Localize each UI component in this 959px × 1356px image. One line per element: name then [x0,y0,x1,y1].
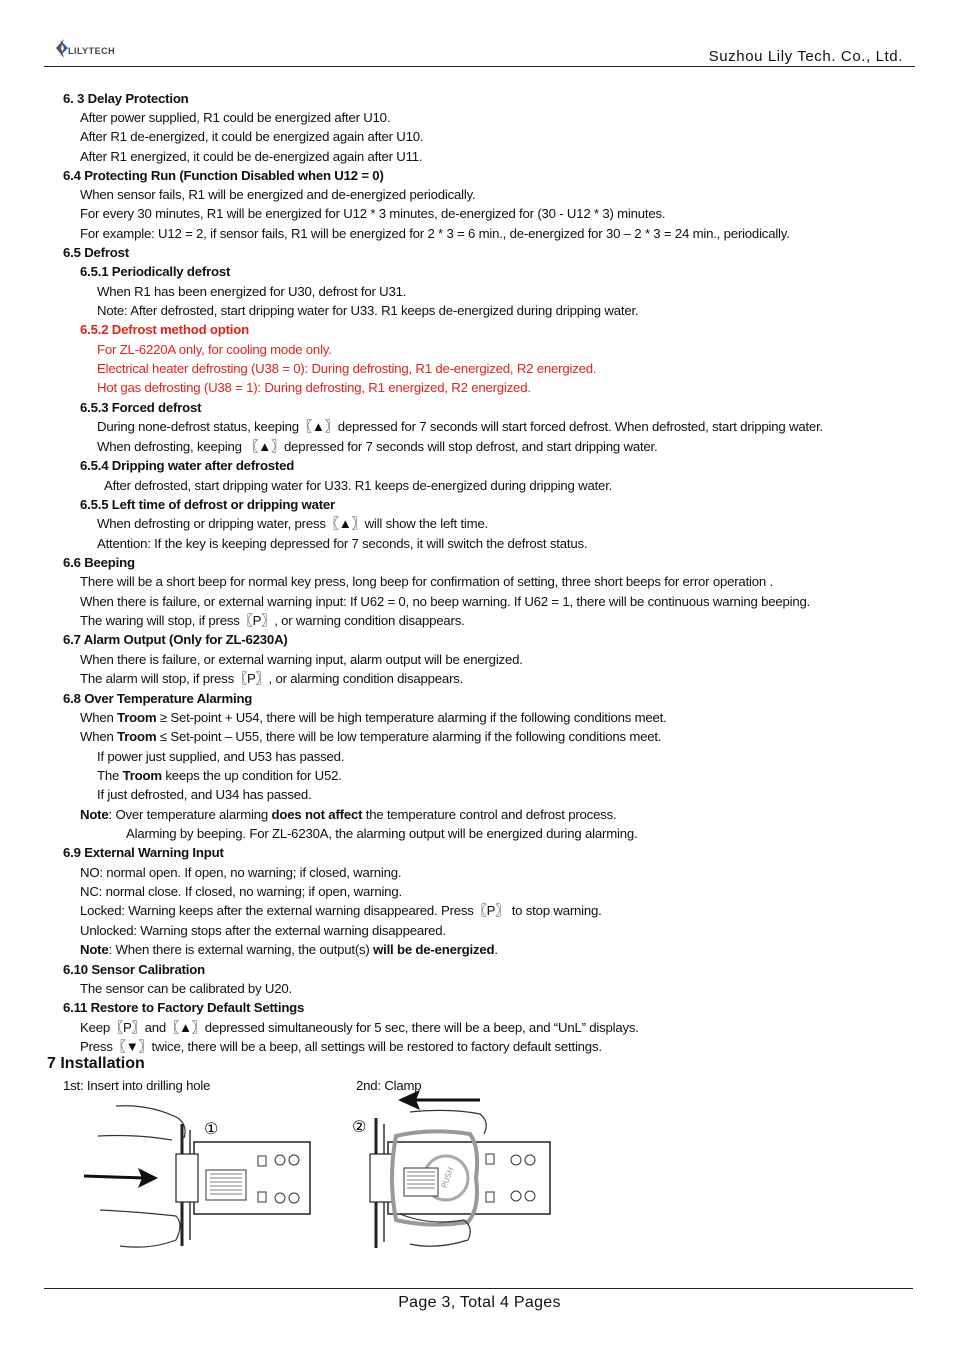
body-text-line: Attention: If the key is keeping depressed for 7 seconds, it will switch the defrost status. [97,536,588,551]
body-text-line: The alarm will stop, if press〖P〗, or alarming condition disappears. [80,671,464,686]
section-heading: 6.9 External Warning Input [63,845,224,860]
section-heading: 6.5.1 Periodically defrost [80,264,231,279]
body-text-line: For example: U12 = 2, if sensor fails, R1 will be energized for 2 * 3 = 6 min., de-energized for 30 – 2 * 3 = 24 min., periodically. [80,226,790,241]
body-text-line: Keep〖P〗and〖▲〗depressed simultaneously for 5 sec, there will be a beep, and “UnL” displays. [80,1020,639,1035]
page-footer: Page 3, Total 4 Pages [398,1294,561,1311]
body-text-line: The waring will stop, if press〖P〗, or warning condition disappears. [80,613,465,628]
body-text-line: After defrosted, start dripping water for U33. R1 keeps de-energized during dripping water. [104,478,613,493]
section-heading: 6.5.3 Forced defrost [80,400,202,415]
logo-text: LILYTECH [68,46,116,56]
body-text-line: The sensor can be calibrated by U20. [80,981,292,996]
body-text-line: When there is failure, or external warning input, alarm output will be energized. [80,652,523,667]
body-text-line: Locked: Warning keeps after the external warning disappeared. Press〖P〗 to stop warning. [80,903,602,918]
footer-rule [44,1288,913,1289]
fig1-step-number: ① [204,1119,219,1138]
body-text-line: For ZL-6220A only, for cooling mode only. [97,342,332,357]
section-heading: 6.10 Sensor Calibration [63,962,205,977]
section-heading: 6.11 Restore to Factory Default Settings [63,1000,305,1015]
body-text-line: After power supplied, R1 could be energized after U10. [80,110,391,125]
body-text-line: Hot gas defrosting (U38 = 1): During defrosting, R1 energized, R2 energized. [97,380,531,395]
note-over-temperature: Note: Over temperature alarming does not affect the temperature control and defrost process. [80,807,617,822]
troom-condition-line: The Troom keeps the up condition for U52. [97,768,342,783]
body-text-line: When R1 has been energized for U30, defrost for U31. [97,284,407,299]
install-step-1-label: 1st: Insert into drilling hole [63,1078,211,1093]
body-text-line: If power just supplied, and U53 has passed. [97,749,345,764]
body-text-line: If just defrosted, and U34 has passed. [97,787,312,802]
company-name: Suzhou Lily Tech. Co., Ltd. [708,48,903,65]
body-text-line: After R1 energized, it could be de-energized again after U11. [80,149,423,164]
body-text-line: When there is failure, or external warning input: If U62 = 0, no beep warning. If U62 = 1, there will be continuous warning beeping. [80,594,811,609]
troom-condition-line: When Troom ≤ Set-point – U55, there will be low temperature alarming if the following conditions meet. [80,729,662,744]
section-heading: 6.5 Defrost [63,245,129,260]
body-text-line: NO: normal open. If open, no warning; if closed, warning. [80,865,402,880]
body-text-line: After R1 de-energized, it could be energized again after U10. [80,129,424,144]
body-text-line: During none-defrost status, keeping〖▲〗depressed for 7 seconds will start forced defrost. When defrosted, start dripping water. [97,419,823,434]
body-text-line: When defrosting or dripping water, press〖▲〗will show the left time. [97,516,489,531]
section-heading: 6. 3 Delay Protection [63,91,189,106]
section-heading: 6.5.2 Defrost method option [80,322,249,337]
note-label: Note [80,942,109,957]
install-insert-figure [80,1100,320,1250]
header-rule [44,66,915,67]
body-text-line: Electrical heater defrosting (U38 = 0): During defrosting, R1 de-energized, R2 energized. [97,361,597,376]
clamp-push-label: PUSH [439,1165,456,1190]
section-heading: 6.4 Protecting Run (Function Disabled when U12 = 0) [63,168,384,183]
body-text-line: Note: After defrosted, start dripping water for U33. R1 keeps de-energized during dripping water. [97,303,639,318]
section-heading: 6.5.4 Dripping water after defrosted [80,458,295,473]
fig2-step-number: ② [352,1117,367,1136]
body-text-line: There will be a short beep for normal key press, long beep for confirmation of setting, three short beeps for error operation . [80,574,773,589]
section-heading: 6.8 Over Temperature Alarming [63,691,253,706]
body-text-line: Alarming by beeping. For ZL-6230A, the alarming output will be energized during alarming. [126,826,638,841]
note-external-warning: Note: When there is external warning, the output(s) will be de-energized. [80,942,498,957]
body-text-line: Unlocked: Warning stops after the external warning disappeared. [80,923,446,938]
body-text-line: Press〖▼〗twice, there will be a beep, all settings will be restored to factory default settings. [80,1039,602,1054]
install-clamp-figure [340,1088,560,1253]
troom-condition-line: When Troom ≥ Set-point + U54, there will be high temperature alarming if the following conditions meet. [80,710,667,725]
note-label: Note [80,807,109,822]
section-heading: 6.5.5 Left time of defrost or dripping water [80,497,335,512]
install-step-2-label: 2nd: Clamp [356,1078,422,1093]
body-text-line: For every 30 minutes, R1 will be energized for U12 * 3 minutes, de-energized for (30 - U12 * 3) minutes. [80,206,666,221]
section-heading: 6.6 Beeping [63,555,135,570]
body-text-line: When sensor fails, R1 will be energized and de-energized periodically. [80,187,476,202]
body-text-line: NC: normal close. If closed, no warning; if open, warning. [80,884,402,899]
section-heading: 6.7 Alarm Output (Only for ZL-6230A) [63,632,288,647]
section-7-title: 7 Installation [47,1055,145,1072]
body-text-line: When defrosting, keeping 〖▲〗depressed for 7 seconds will stop defrost, and start dripping water. [97,439,658,454]
